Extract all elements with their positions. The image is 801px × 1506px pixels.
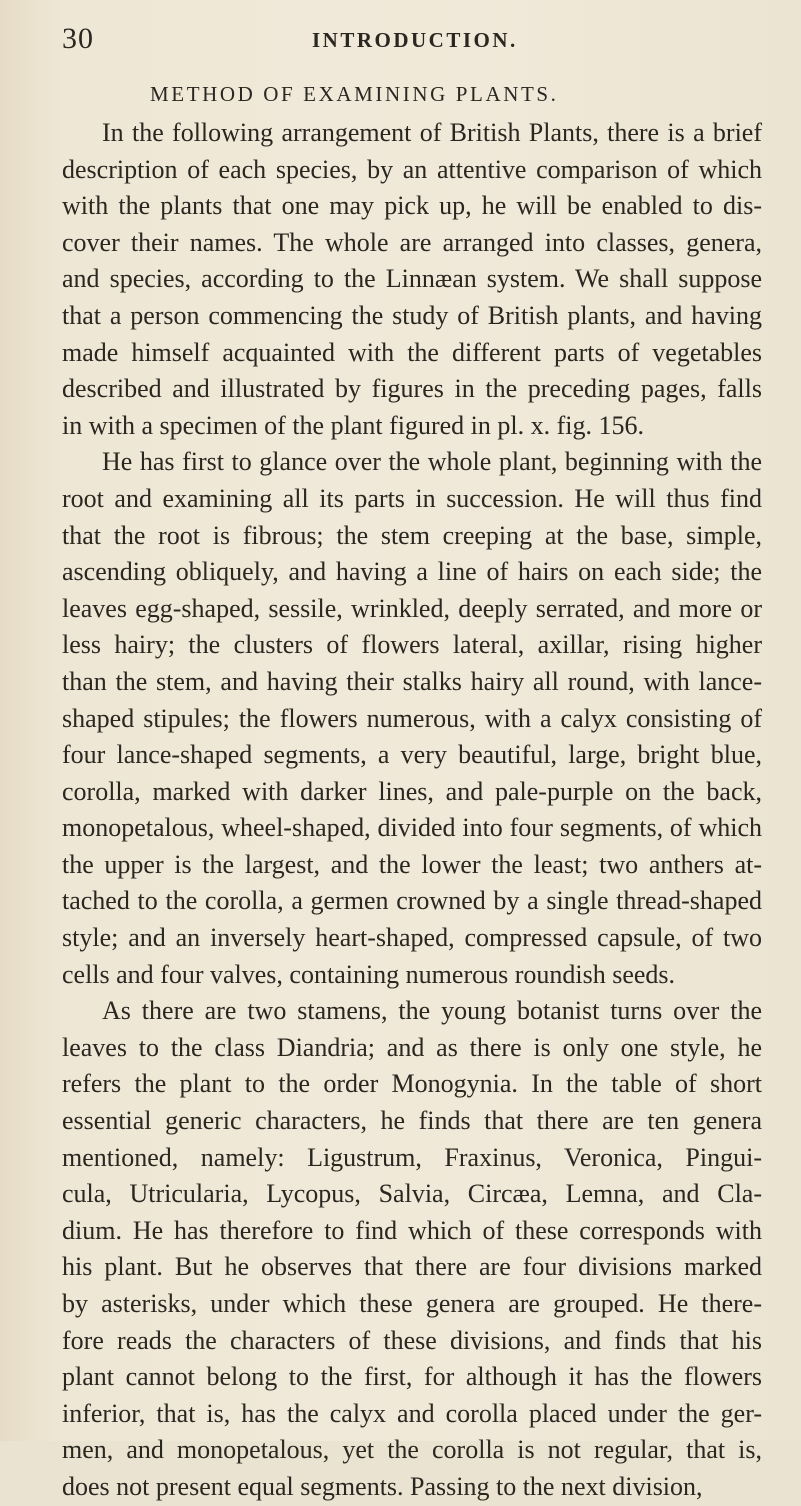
text-line: plant cannot belong to the first, for although it has the flowers [62,1362,762,1392]
text-line: that a person commencing the study of British plants, and having [62,300,762,330]
text-line: less hairy; the clusters of flowers lateral, axillar, rising higher [62,630,762,660]
text-line: men, and monopetalous, yet the corolla is not regular, that is, [62,1435,762,1465]
text-line: than the stem, and having their stalks hairy all round, with lance- [62,666,762,696]
text-line: corolla, marked with darker lines, and pale-purple on the back, [62,776,762,806]
page-header [62,22,741,62]
text-line: tached to the corolla, a germen crowned by a single thread-shaped [62,886,762,916]
text-line: the upper is the largest, and the lower the least; two anthers at- [62,849,762,879]
paragraph [62,115,762,444]
body-text [62,115,762,1506]
text-line: In the following arrangement of British Plants, there is a brief [102,118,762,147]
text-line: style; and an inversely heart-shaped, compressed capsule, of two [62,923,762,953]
text-line: cells and four valves, containing numerous roundish seeds. [62,959,676,989]
text-line: He has first to glance over the whole plant, beginning with the [102,447,762,477]
text-line: monopetalous, wheel-shaped, divided into four segments, of which [62,813,762,843]
text-line: shaped stipules; the flowers numerous, with a calyx consisting of [62,703,762,733]
text-line: and species, according to the Linnæan system. We shall suppose [62,264,762,294]
text-line: dium. He has therefore to find which of these corresponds with [62,1215,762,1245]
text-line: does not present equal segments. Passing to the next division, [62,1471,703,1501]
paragraph [62,993,762,1505]
text-line: leaves egg-shaped, sessile, wrinkled, deeply serrated, and more or [62,593,762,623]
section-title: METHOD OF EXAMINING PLANTS. [150,82,559,106]
text-line: fore reads the characters of these divisions, and finds that his [62,1325,762,1355]
text-line: by asterisks, under which these genera are grouped. He there- [62,1289,762,1318]
text-line: made himself acquainted with the different parts of vegetables [62,337,762,367]
running-head: INTRODUCTION. [312,28,518,52]
text-line: that the root is fibrous; the stem creeping at the base, simple, [62,520,762,550]
text-line: his plant. But he observes that there are four divisions marked [62,1252,762,1282]
text-line: in with a specimen of the plant figured in pl. x. fig. 156. [62,410,644,440]
text-line: As there are two stamens, the young botanist turns over the [102,996,762,1026]
text-line: root and examining all its parts in succession. He will thus find [62,483,762,513]
text-line: mentioned, namely: Ligustrum, Fraxinus, Veronica, Pingui- [62,1142,762,1172]
text-line: essential generic characters, he finds that there are ten genera [62,1106,762,1136]
text-line: inferior, that is, has the calyx and corolla placed under the ger- [62,1398,762,1428]
text-line: cula, Utricularia, Lycopus, Salvia, Circæa, Lemna, and Cla- [62,1179,762,1209]
text-line: refers the plant to the order Monogynia. In the table of short [62,1069,762,1099]
text-line: described and illustrated by figures in the preceding pages, falls [62,374,762,404]
text-line: description of each species, by an attentive comparison of which [62,154,762,184]
page-number: 30 [62,22,94,55]
text-line: four lance-shaped segments, a very beautiful, large, bright blue, [62,740,762,770]
text-line: leaves to the class Diandria; and as there is only one style, he [62,1032,762,1062]
text-line: ascending obliquely, and having a line of hairs on each side; the [62,557,762,587]
text-line: cover their names. The whole are arranged into classes, genera, [62,227,762,257]
paragraph [62,444,762,993]
text-line: with the plants that one may pick up, he will be enabled to dis- [62,191,762,221]
